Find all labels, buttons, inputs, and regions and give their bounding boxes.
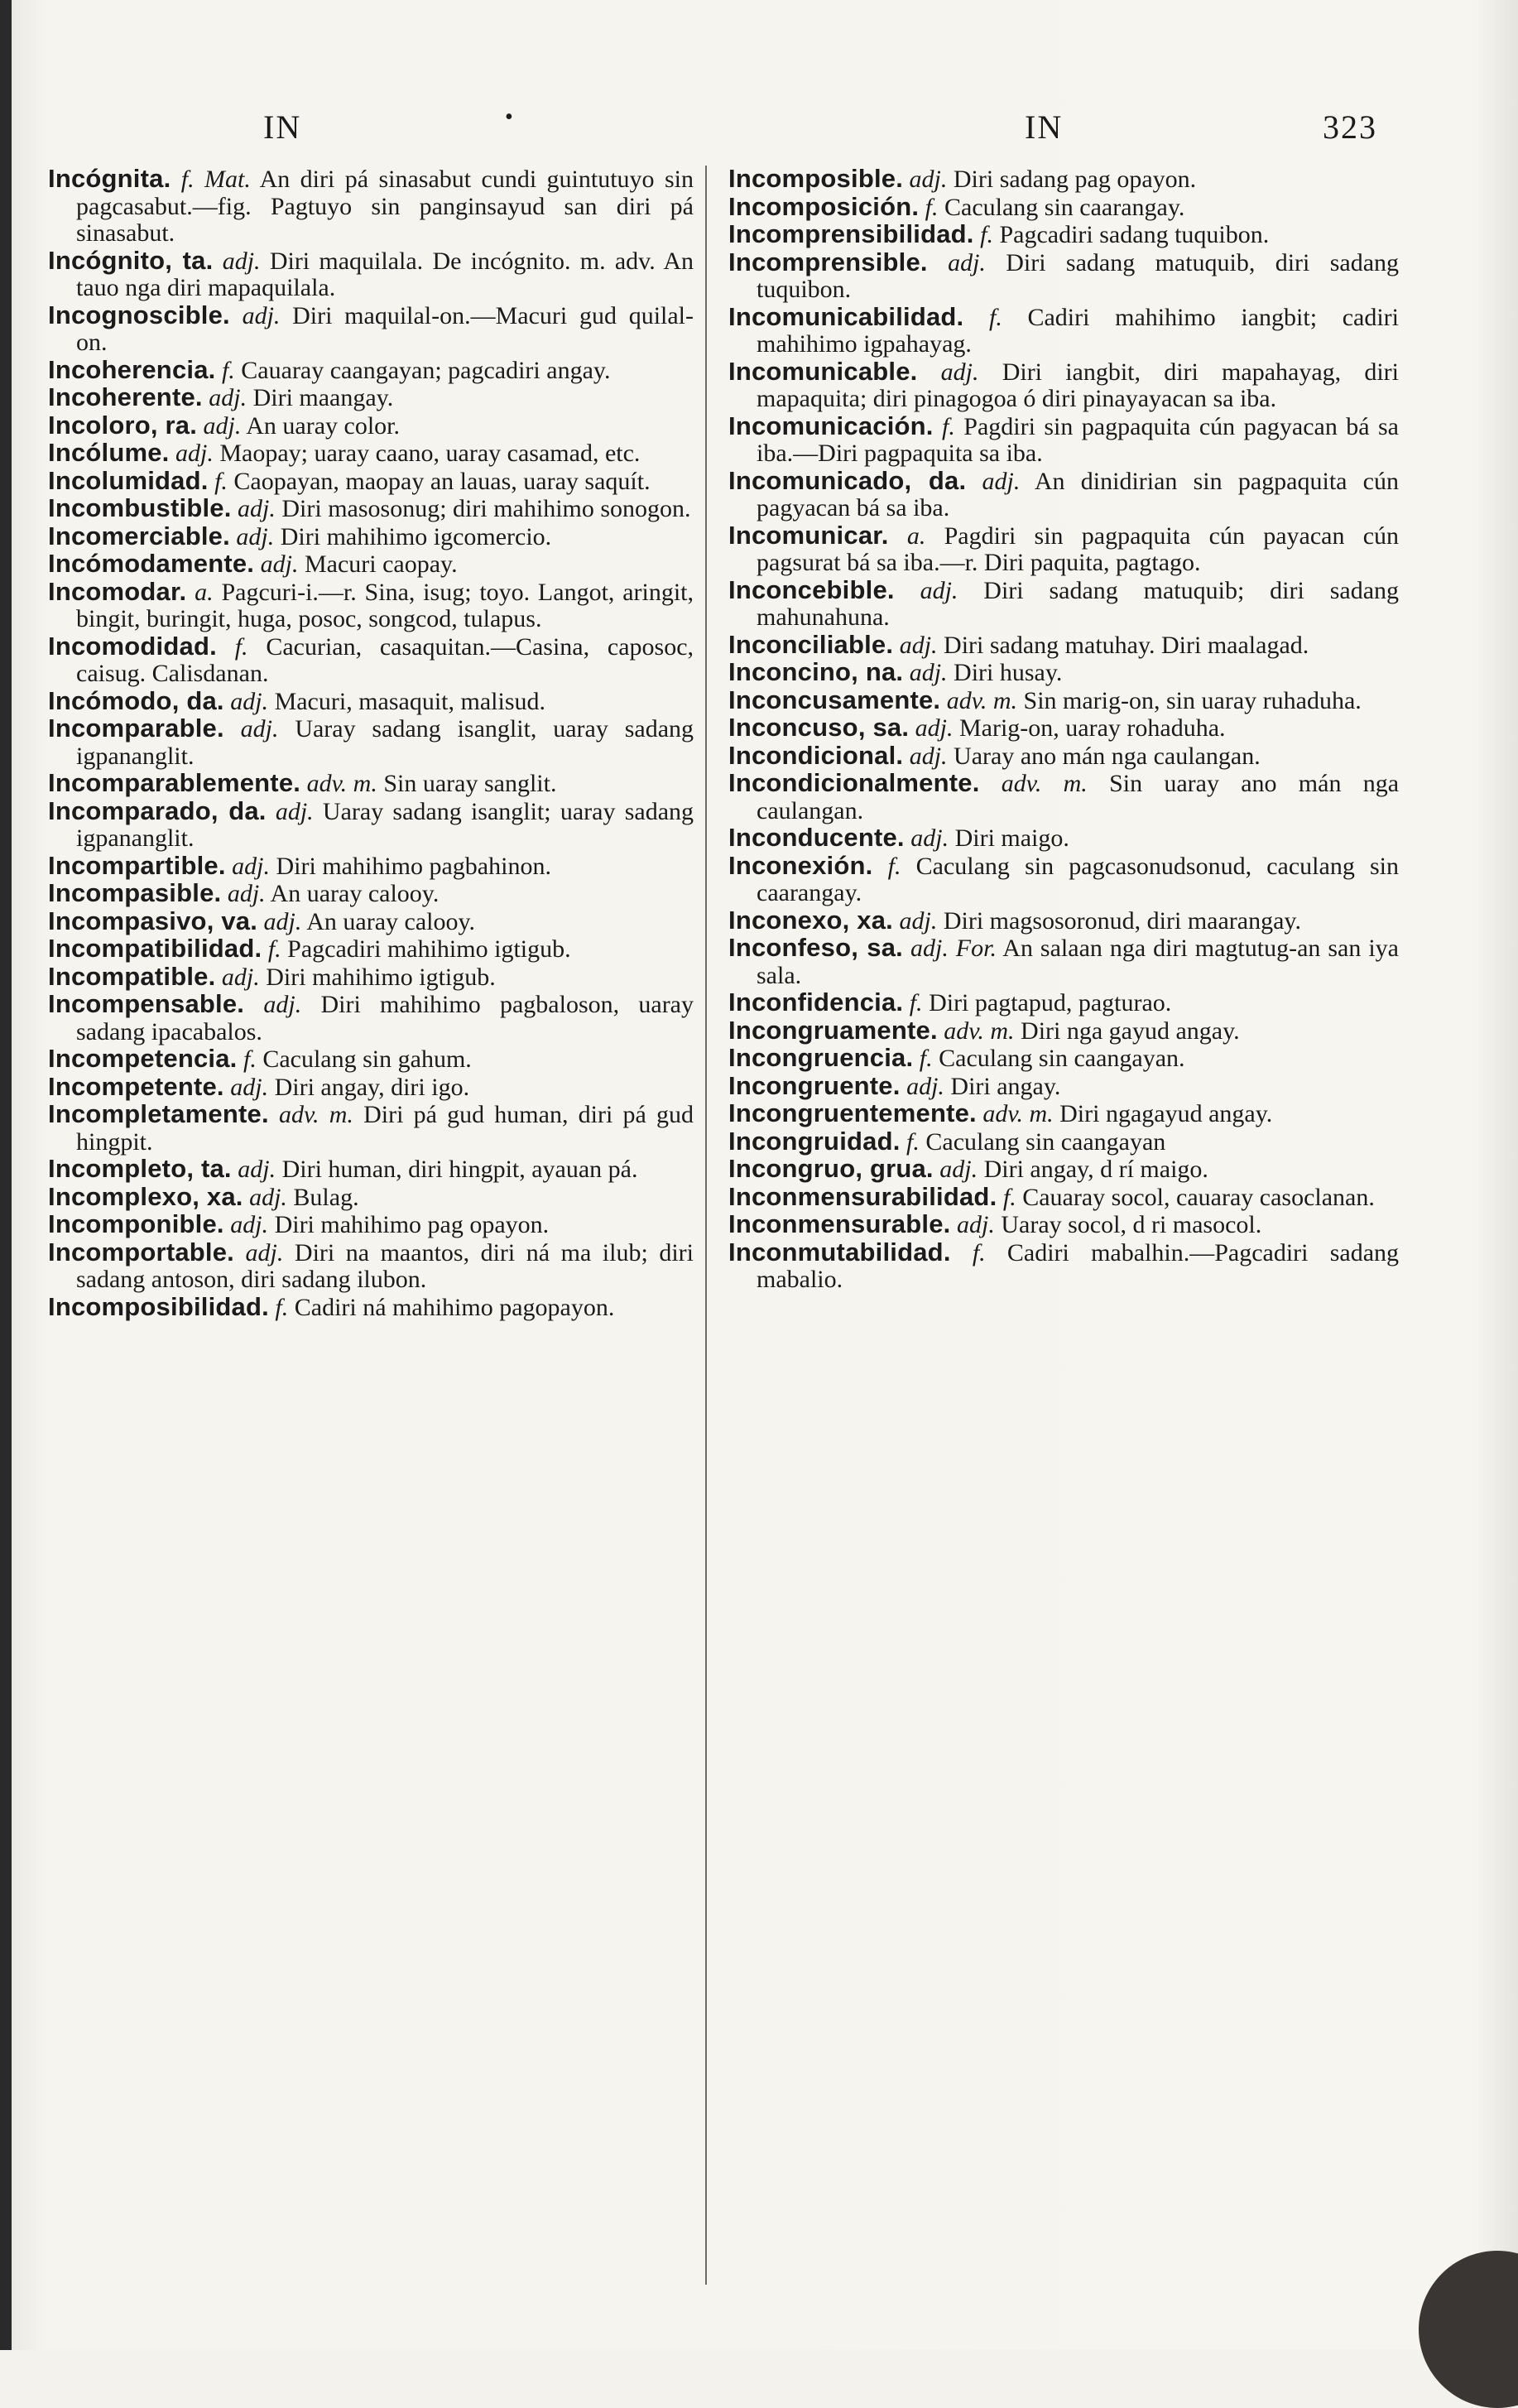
- dictionary-entry: [728, 358, 1399, 413]
- entry-definition: Diri maigo.: [954, 824, 1069, 852]
- entry-headword: Incomprensible.: [728, 247, 928, 276]
- entry-definition: Caculang sin pagcasonudsonud, caculang sin caarangay.: [757, 852, 1400, 906]
- entry-definition: Diri nga gayud angay.: [1021, 1017, 1240, 1045]
- entry-headword: Incomerciable.: [48, 521, 230, 550]
- dictionary-entry: [728, 687, 1399, 715]
- entry-grammar: f.: [887, 852, 901, 880]
- dictionary-entry: [48, 465, 694, 496]
- entry-definition: Diri husay.: [954, 659, 1063, 686]
- entry-headword: Incongruamente.: [728, 1015, 938, 1045]
- entry-headword: Incomunicabilidad.: [728, 301, 964, 331]
- entry-headword: Incompatible.: [48, 961, 216, 991]
- entry-definition: An diri pá sinasabut cundi guintutuyo sin pagcasabut.—fig. Pagtuyo sin panginsayud san diri pá sinasabut.: [76, 166, 694, 247]
- entry-headword: Incomparado, da.: [48, 795, 267, 825]
- entry-grammar: f.: [925, 193, 939, 221]
- dictionary-entry: [728, 740, 1399, 771]
- entry-definition: Diri sadang pag opayon.: [953, 166, 1197, 193]
- dictionary-entry: [728, 659, 1399, 687]
- dictionary-entry: [48, 1181, 694, 1212]
- dictionary-entry: [728, 629, 1399, 660]
- entry-grammar: adj.: [939, 1156, 978, 1183]
- entry-headword: Incoloro, ra.: [48, 410, 198, 440]
- dictionary-entry: [728, 907, 1399, 935]
- entry-definition: Diri pá gud human, diri pá gud hingpit.: [76, 1101, 694, 1156]
- entry-grammar: adj.: [242, 301, 281, 329]
- dictionary-entry: [48, 633, 694, 688]
- entry-grammar: adv. m.: [1001, 770, 1088, 797]
- entry-headword: Inconmensurable.: [728, 1209, 951, 1238]
- entry-definition: Diri mahihimo igcomercio.: [280, 522, 552, 550]
- entry-headword: Incompasivo, va.: [48, 906, 258, 935]
- entry-headword: Inconfidencia.: [728, 988, 904, 1017]
- entry-headword: Incómodamente.: [48, 549, 255, 578]
- entry-grammar: adj.: [240, 715, 279, 743]
- dictionary-entry: [728, 1100, 1399, 1128]
- entry-grammar: adj.: [915, 714, 954, 742]
- entry-headword: Inconcusamente.: [728, 685, 941, 714]
- entry-definition: Pagcuri-i.—r. Sina, isug; toyo. Langot, aringit, bingit, buringit, huga, posoc, songcod, tulapus.: [76, 578, 694, 632]
- dictionary-entry: [48, 908, 694, 936]
- entry-grammar: adv. m.: [946, 686, 1018, 714]
- book-binding-edge: [0, 0, 12, 2350]
- dictionary-entry: [728, 1211, 1399, 1239]
- entry-definition: Cacurian, casaquitan.—Casina, caposoc, caisug. Calisdanan.: [76, 632, 694, 687]
- entry-grammar: adj.: [940, 358, 979, 386]
- entry-grammar: adj.: [948, 248, 986, 276]
- entry-definition: Cauaray caangayan; pagcadiri angay.: [241, 356, 611, 384]
- dictionary-entry: [728, 574, 1400, 632]
- entry-headword: Incomponible.: [48, 1209, 224, 1238]
- entry-grammar: adj.: [263, 907, 302, 935]
- header-dot: •: [505, 104, 515, 130]
- entry-definition: Diri na maantos, diri ná ma ilub; diri sadang antoson, diri sadang ilubon.: [76, 1238, 694, 1293]
- dictionary-entry: [48, 576, 694, 633]
- entry-headword: Incógnito, ta.: [48, 245, 214, 275]
- entry-definition: Diri maquilal-on.—Macuri gud quilal-on.: [76, 301, 694, 356]
- entry-grammar: adj.: [260, 550, 299, 578]
- dictionary-entry: [728, 989, 1399, 1017]
- entry-headword: Inconexo, xa.: [728, 905, 893, 935]
- entry-definition: Pagdiri sin pagpaquita cún payacan cún pagsurat bá sa iba.—r. Diri paquita, pagtago.: [757, 521, 1400, 576]
- dictionary-entry: [728, 824, 1399, 853]
- dictionary-entry: [728, 1045, 1399, 1073]
- entry-headword: Inconexión.: [728, 850, 873, 880]
- dictionary-entry: [728, 1181, 1399, 1212]
- dictionary-entry: [728, 1017, 1399, 1045]
- entry-headword: Incongruente.: [728, 1070, 901, 1100]
- dictionary-entry: [48, 166, 694, 248]
- dictionary-entry: [728, 249, 1399, 304]
- entry-grammar: f.: [919, 1045, 933, 1072]
- entry-grammar: adj.: [222, 247, 261, 275]
- dictionary-entry: [728, 1070, 1399, 1101]
- entry-definition: Caculang sin gahum.: [262, 1045, 472, 1073]
- entry-grammar: adj.: [909, 166, 948, 193]
- entry-headword: Inconmensurabilidad.: [728, 1181, 997, 1211]
- entry-definition: Diri sadang matuquib; diri sadang mahunahuna.: [757, 576, 1400, 631]
- entry-grammar: f.: [214, 467, 228, 495]
- entry-headword: Incompetencia.: [48, 1044, 238, 1073]
- entry-grammar: adv. m.: [944, 1017, 1015, 1045]
- entry-headword: Incólume.: [48, 438, 170, 467]
- entry-definition: Maopay; uaray caano, uaray casamad, etc.: [219, 440, 641, 467]
- entry-headword: Incompleto, ta.: [48, 1154, 232, 1183]
- entry-definition: Pagcadiri sadang tuquibon.: [999, 221, 1270, 248]
- entry-headword: Incomparablemente.: [48, 768, 301, 797]
- entry-definition: Bulag.: [293, 1183, 359, 1211]
- entry-headword: Incondicionalmente.: [728, 768, 980, 797]
- entry-headword: Incomunicado, da.: [728, 465, 967, 495]
- entry-headword: Incomprensibilidad.: [728, 219, 974, 248]
- entry-headword: Incongruo, grua.: [728, 1154, 934, 1183]
- entry-headword: Incompensable.: [48, 989, 245, 1018]
- entry-grammar: adj.: [910, 824, 949, 852]
- entry-headword: Incolumidad.: [48, 465, 209, 495]
- entry-definition: Diri ngagayud angay.: [1059, 1100, 1273, 1127]
- entry-definition: Diri angay.: [950, 1072, 1061, 1100]
- entry-headword: Incompasible.: [48, 878, 222, 907]
- entry-grammar: adj.: [899, 631, 938, 659]
- entry-grammar: f.: [1002, 1183, 1016, 1211]
- entry-grammar: f.: [906, 1127, 920, 1156]
- entry-headword: Incombustible.: [48, 493, 232, 522]
- entry-definition: Pagcadiri mahihimo igtigub.: [287, 935, 571, 963]
- entry-definition: Caculang sin caangayan.: [939, 1045, 1185, 1072]
- entry-headword: Incongruidad.: [728, 1126, 901, 1156]
- entry-grammar: f.: [234, 632, 248, 661]
- dictionary-entry: [728, 1239, 1399, 1294]
- entry-headword: Incompetente.: [48, 1071, 224, 1101]
- dictionary-entry: [48, 1291, 694, 1322]
- entry-grammar: adv. m.: [278, 1101, 353, 1128]
- entry-headword: Incomunicación.: [728, 411, 934, 440]
- page-header: [0, 104, 1518, 157]
- entry-grammar: adj.: [245, 1238, 284, 1266]
- dictionary-entry: [48, 1045, 694, 1074]
- entry-headword: Incoherencia.: [48, 354, 216, 384]
- header-right-guide: IN: [1025, 108, 1064, 146]
- entry-grammar: adj.: [906, 1072, 944, 1100]
- entry-headword: Incomunicar.: [728, 520, 889, 550]
- entry-headword: Incómodo, da.: [48, 685, 224, 715]
- entry-definition: Macuri caopay.: [304, 550, 458, 578]
- dictionary-entry: [728, 191, 1399, 222]
- entry-definition: An salaan nga diri magtutug-an san iya sala.: [757, 935, 1399, 989]
- entry-grammar: adj.: [238, 495, 276, 522]
- entry-grammar: adj.: [909, 659, 948, 686]
- entry-headword: Inconcebible.: [728, 574, 895, 604]
- entry-definition: Marig-on, uaray rohaduha.: [958, 714, 1226, 742]
- entry-headword: Incondicional.: [728, 740, 904, 770]
- dictionary-entry: [48, 991, 694, 1045]
- entry-headword: Incomodidad.: [48, 631, 217, 661]
- entry-headword: Incompartible.: [48, 850, 226, 880]
- entry-grammar: f.: [243, 1045, 257, 1073]
- entry-definition: Diri pagtapud, pagturao.: [929, 989, 1172, 1017]
- entry-grammar: adj.: [232, 852, 271, 880]
- entry-definition: An dinidirian sin pagpaquita cún pagyacan bá sa iba.: [757, 467, 1399, 521]
- entry-definition: Diri maangay.: [252, 384, 394, 411]
- dictionary-entry: [48, 245, 694, 302]
- entry-grammar: adj.: [275, 797, 314, 825]
- entry-definition: Diri masosonug; diri mahihimo sonogon.: [281, 495, 691, 522]
- entry-definition: Uaray sadang isanglit; uaray sadang igpananglit.: [76, 797, 694, 852]
- entry-definition: Pagdiri sin pagpaquita cún pagyacan bá sa iba.—Diri pagpaquita sa iba.: [757, 412, 1399, 467]
- entry-grammar: f.: [267, 935, 281, 963]
- entry-definition: Diri maquilala. De incógnito. m. adv. An tauo nga diri mapaquilala.: [76, 247, 694, 301]
- entry-definition: Diri sadang matuhay. Diri maalagad.: [944, 631, 1309, 659]
- entry-headword: Incomplexo, xa.: [48, 1181, 243, 1211]
- entry-definition: Caculang sin caangayan: [925, 1127, 1166, 1156]
- entry-headword: Incomparable.: [48, 714, 224, 743]
- left-column: [48, 166, 694, 1321]
- dictionary-entry: [728, 221, 1399, 249]
- entry-definition: Sin uaray ano mán nga caulangan.: [757, 770, 1400, 824]
- entry-headword: Inconciliable.: [728, 629, 894, 659]
- page-number: 323: [1323, 108, 1377, 146]
- dictionary-entry: [48, 850, 694, 881]
- entry-definition: Diri magsosoronud, diri maarangay.: [943, 906, 1301, 935]
- entry-headword: Incompatibilidad.: [48, 934, 262, 963]
- dictionary-entry: [728, 465, 1399, 522]
- dictionary-entry: [48, 412, 694, 440]
- entry-headword: Incomposición.: [728, 191, 920, 221]
- entry-definition: Diri iangbit, diri mapahayag, diri mapaquita; diri pinagogoa ó diri pinayayacan sa iba.: [757, 358, 1399, 412]
- entry-grammar: f.: [972, 1238, 986, 1266]
- entry-grammar: adj.: [209, 384, 247, 411]
- entry-definition: Diri sadang matuquib, diri sadang tuquibon.: [757, 248, 1400, 303]
- entry-definition: Uaray ano mán nga caulangan.: [954, 742, 1261, 770]
- entry-headword: Incomposible.: [728, 164, 904, 193]
- entry-definition: Diri human, diri hingpit, ayauan pá.: [281, 1156, 638, 1183]
- dictionary-entry: [48, 1211, 694, 1239]
- page-corner-shadow: [1419, 2251, 1518, 2408]
- dictionary-entry: [48, 1101, 694, 1156]
- entry-grammar: adj. For.: [910, 935, 997, 962]
- entry-grammar: adj.: [230, 687, 269, 715]
- entry-grammar: adj.: [230, 1211, 269, 1238]
- entry-headword: Inconcuso, sa.: [728, 713, 910, 742]
- entry-definition: Cadiri mabalhin.—Pagcadiri sadang mabalio.: [757, 1238, 1400, 1293]
- dictionary-entry: [48, 685, 694, 716]
- dictionary-entry: [48, 354, 694, 385]
- entry-headword: Incomodar.: [48, 576, 187, 606]
- entry-headword: Inconmutabilidad.: [728, 1237, 951, 1266]
- dictionary-entry: [48, 440, 694, 468]
- entry-headword: Inconducente.: [728, 823, 905, 852]
- entry-grammar: adj.: [909, 742, 948, 770]
- entry-definition: Uaray sadang isanglit, uaray sadang igpananglit.: [76, 715, 694, 770]
- dictionary-entry: [48, 880, 694, 908]
- entry-definition: Sin marig-on, sin uaray ruhaduha.: [1023, 686, 1362, 714]
- entry-grammar: adj.: [230, 1073, 269, 1101]
- dictionary-entry: [728, 1128, 1399, 1156]
- entry-grammar: f.: [221, 356, 235, 384]
- dictionary-entry: [728, 1156, 1399, 1184]
- entry-grammar: adj.: [249, 1183, 287, 1211]
- entry-grammar: adv. m.: [306, 770, 377, 797]
- dictionary-entry: [48, 550, 694, 579]
- entry-headword: Incognoscible.: [48, 300, 230, 329]
- entry-definition: An uaray calooy.: [306, 907, 476, 935]
- dictionary-entry: [48, 1071, 694, 1102]
- entry-definition: An uaray calooy.: [270, 880, 440, 907]
- entry-grammar: adj.: [957, 1211, 995, 1238]
- entry-definition: An uaray color.: [246, 411, 401, 440]
- dictionary-entry: [48, 770, 694, 798]
- dictionary-entry: [728, 770, 1399, 824]
- dictionary-entry: [48, 715, 694, 770]
- entry-grammar: adj.: [227, 880, 266, 907]
- entry-grammar: f.: [942, 412, 955, 440]
- entry-grammar: adj.: [982, 467, 1021, 495]
- entry-headword: Incógnita.: [48, 164, 171, 193]
- entry-definition: Cadiri ná mahihimo pagopayon.: [294, 1293, 615, 1321]
- entry-grammar: f.: [989, 303, 1002, 331]
- entry-definition: Cadiri mahihimo iangbit; cadiri mahihimo igpahayag.: [757, 303, 1399, 358]
- column-divider: [705, 166, 707, 2285]
- entry-grammar: a.: [195, 578, 214, 606]
- entry-definition: Uaray socol, d ri masocol.: [1001, 1211, 1262, 1238]
- entry-definition: Diri mahihimo pagbaloson, uaray sadang ipacabalos.: [76, 991, 694, 1045]
- right-column: [728, 166, 1399, 1294]
- entry-grammar: f.: [980, 221, 993, 248]
- dictionary-entry: [48, 495, 694, 523]
- dictionary-entry: [48, 523, 694, 551]
- entry-grammar: f.: [275, 1293, 289, 1321]
- entry-definition: Diri angay, diri igo.: [274, 1073, 470, 1101]
- dictionary-entry: [728, 166, 1399, 194]
- dictionary-entry: [48, 795, 694, 853]
- entry-headword: Inconcino, na.: [728, 657, 904, 686]
- entry-grammar: adj.: [175, 440, 214, 467]
- entry-headword: Incomunicable.: [728, 356, 918, 386]
- entry-definition: Diri mahihimo pagbahinon.: [276, 852, 551, 880]
- entry-grammar: f.: [909, 989, 923, 1017]
- entry-grammar: adj.: [899, 906, 938, 935]
- entry-headword: Incongruencia.: [728, 1043, 914, 1072]
- entry-grammar: f. Mat.: [180, 166, 251, 193]
- dictionary-entry: [48, 1239, 694, 1294]
- dictionary-entry: [48, 935, 694, 964]
- entry-definition: Diri mahihimo pag opayon.: [274, 1211, 550, 1238]
- dictionary-entry: [728, 413, 1399, 468]
- entry-definition: Diri angay, d rí maigo.: [983, 1156, 1208, 1183]
- dictionary-entry: [48, 961, 694, 992]
- entry-definition: Caculang sin caarangay.: [944, 193, 1185, 221]
- entry-definition: Macuri, masaquit, malisud.: [274, 687, 545, 715]
- header-left-guide: IN: [263, 108, 302, 146]
- entry-grammar: a.: [906, 521, 926, 550]
- entry-headword: Incomportable.: [48, 1237, 234, 1266]
- dictionary-entry: [728, 714, 1399, 743]
- entry-headword: Inconfeso, sa.: [728, 933, 903, 962]
- entry-definition: Sin uaray sanglit.: [383, 770, 557, 797]
- dictionary-entry: [728, 522, 1399, 577]
- entry-grammar: adj.: [221, 963, 260, 991]
- dictionary-entry: [728, 301, 1399, 358]
- entry-headword: Incongruentemente.: [728, 1098, 977, 1127]
- entry-grammar: adv. m.: [982, 1100, 1054, 1127]
- dictionary-entry: [48, 1156, 694, 1184]
- dictionary-entry: [48, 302, 694, 357]
- dictionary-entry: [728, 850, 1400, 907]
- dictionary-entry: [48, 384, 694, 412]
- dictionary-entry: [728, 935, 1399, 989]
- entry-headword: Incomposibilidad.: [48, 1291, 269, 1321]
- entry-grammar: adj.: [238, 1156, 276, 1183]
- entry-definition: Cauaray socol, cauaray casoclanan.: [1022, 1183, 1375, 1211]
- entry-grammar: adj.: [236, 522, 275, 550]
- entry-definition: Caopayan, maopay an lauas, uaray saquít.: [233, 467, 651, 495]
- entry-grammar: adj.: [920, 576, 958, 604]
- entry-definition: Diri mahihimo igtigub.: [266, 963, 496, 991]
- entry-headword: Incompletamente.: [48, 1099, 269, 1128]
- entry-grammar: adj.: [203, 411, 242, 440]
- entry-grammar: adj.: [263, 991, 302, 1018]
- entry-headword: Incoherente.: [48, 382, 203, 411]
